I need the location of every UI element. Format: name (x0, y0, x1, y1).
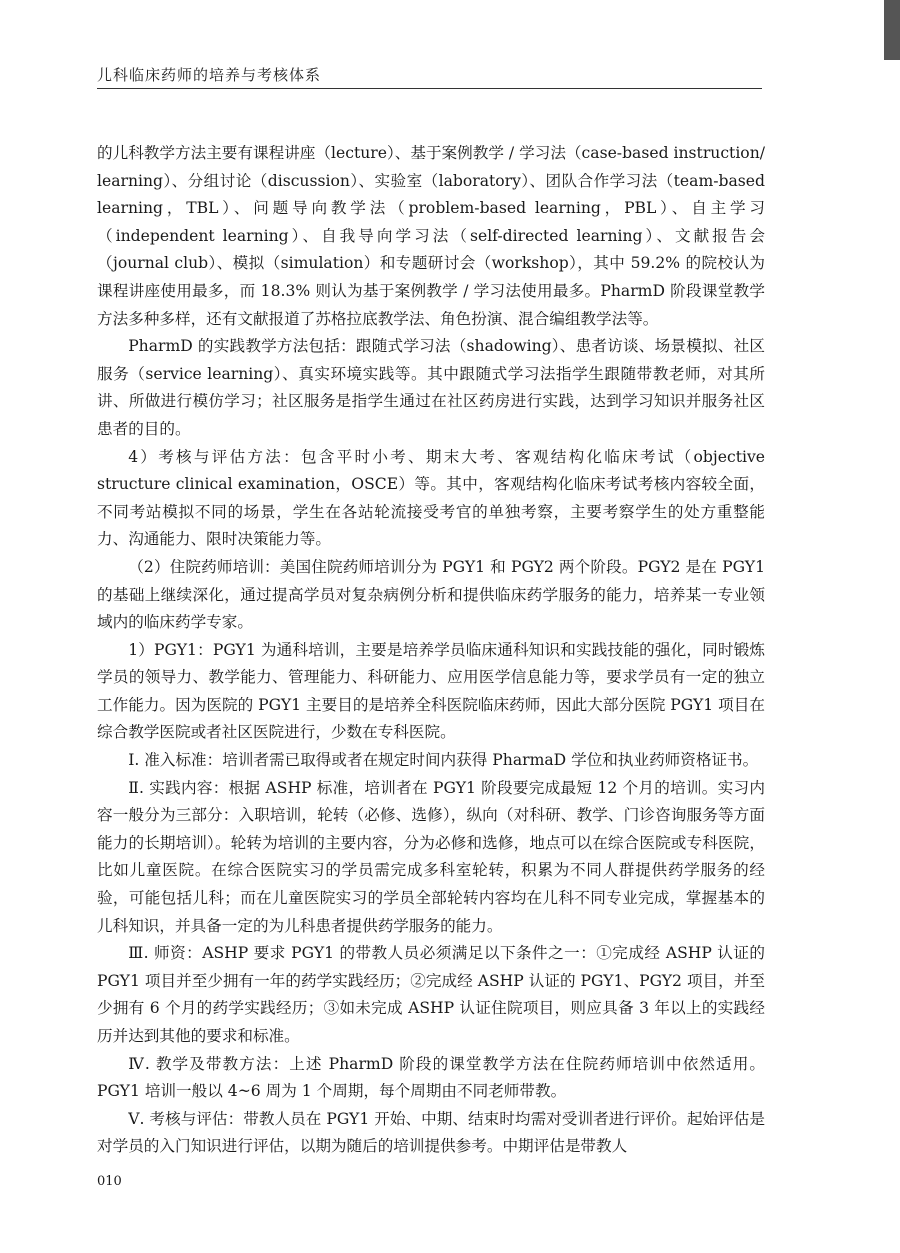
paragraph: PharmD 的实践教学方法包括：跟随式学习法（shadowing）、患者访谈、场景模拟、社区服务（service learning）、真实环境实践等。其中跟随式学习法指学生跟随带教老师，对其所讲、所做进行模仿学习；社区服务是指学生通过在社区药房进行实践，达到学习知识并服务社区患者的目的。 (97, 337, 765, 438)
body-text (97, 140, 765, 1161)
running-header: 儿科临床药师的培养与考核体系 (97, 66, 322, 84)
paragraph: 的儿科教学方法主要有课程讲座（lecture）、基于案例教学 / 学习法（case-based instruction/ learning）、分组讨论（discussion）、实验室（laboratory）、团队合作学习法（team-based learning，TBL）、问题导向教学法（problem-based learning，PBL）、自主学习（independent learning）、自我导向学习法（self-directed learning）、文献报告会（journal club）、模拟（simulation）和专题研讨会（workshop），其中 59.2% 的院校认为课程讲座使用最多，而 18.3% 则认为基于案例教学 / 学习法使用最多。PharmD 阶段课堂教学方法多种多样，还有文献报道了苏格拉底教学法、角色扮演、混合编组教学法等。 (97, 144, 765, 328)
page-corner-mark (884, 0, 900, 60)
paragraph: （2）住院药师培训：美国住院药师培训分为 PGY1 和 PGY2 两个阶段。PGY2 是在 PGY1 的基础上继续深化，通过提高学员对复杂病例分析和提供临床药学服务的能力，培养某一专业领域内的临床药学专家。 (97, 557, 765, 632)
page-number: 010 (97, 1174, 122, 1189)
header-rule (97, 88, 762, 89)
paragraph: Ⅴ. 考核与评估：带教人员在 PGY1 开始、中期、结束时均需对受训者进行评价。起始评估是对学员的入门知识进行评估，以期为随后的培训提供参考。中期评估是带教人 (97, 1109, 765, 1156)
paragraph: 1）PGY1：PGY1 为通科培训，主要是培养学员临床通科知识和实践技能的强化，同时锻炼学员的领导力、教学能力、管理能力、科研能力、应用医学信息能力等，要求学员有一定的独立工作能力。因为医院的 PGY1 主要目的是培养全科医院临床药师，因此大部分医院 PGY1 项目在综合教学医院或者社区医院进行，少数在专科医院。 (97, 640, 765, 742)
paragraph: 4）考核与评估方法：包含平时小考、期末大考、客观结构化临床考试（objective structure clinical examination，OSCE）等。其中，客观结构化临床考试考核内容较全面，不同考站模拟不同的场景，学生在各站轮流接受考官的单独考察，主要考察学生的处方重整能力、沟通能力、限时决策能力等。 (97, 447, 765, 549)
paragraph: Ⅳ. 教学及带教方法：上述 PharmD 阶段的课堂教学方法在住院药师培训中依然适用。PGY1 培训一般以 4~6 周为 1 个周期，每个周期由不同老师带教。 (97, 1054, 765, 1101)
paragraph: Ⅲ. 师资：ASHP 要求 PGY1 的带教人员必须满足以下条件之一：①完成经 ASHP 认证的 PGY1 项目并至少拥有一年的药学实践经历；②完成经 ASHP 认证的 PGY1、PGY2 项目，并至少拥有 6 个月的药学实践经历；③如未完成 ASHP 认证住院项目，则应具备 3 年以上的实践经历并达到其他的要求和标准。 (97, 944, 765, 1045)
paragraph: Ⅱ. 实践内容：根据 ASHP 标准，培训者在 PGY1 阶段要完成最短 12 个月的培训。实习内容一般分为三部分：入职培训，轮转（必修、选修），纵向（对科研、教学、门诊咨询服务等方面能力的长期培训）。轮转为培训的主要内容，分为必修和选修，地点可以在综合医院或专科医院，比如儿童医院。在综合医院实习的学员需完成多科室轮转，积累为不同人群提供药学服务的经验，可能包括儿科；而在儿童医院实习的学员全部轮转内容均在儿科不同专业完成，掌握基本的儿科知识，并具备一定的为儿科患者提供药学服务的能力。 (97, 778, 765, 935)
paragraph: Ⅰ. 准入标准：培训者需已取得或者在规定时间内获得 PharmaD 学位和执业药师资格证书。 (128, 751, 759, 770)
